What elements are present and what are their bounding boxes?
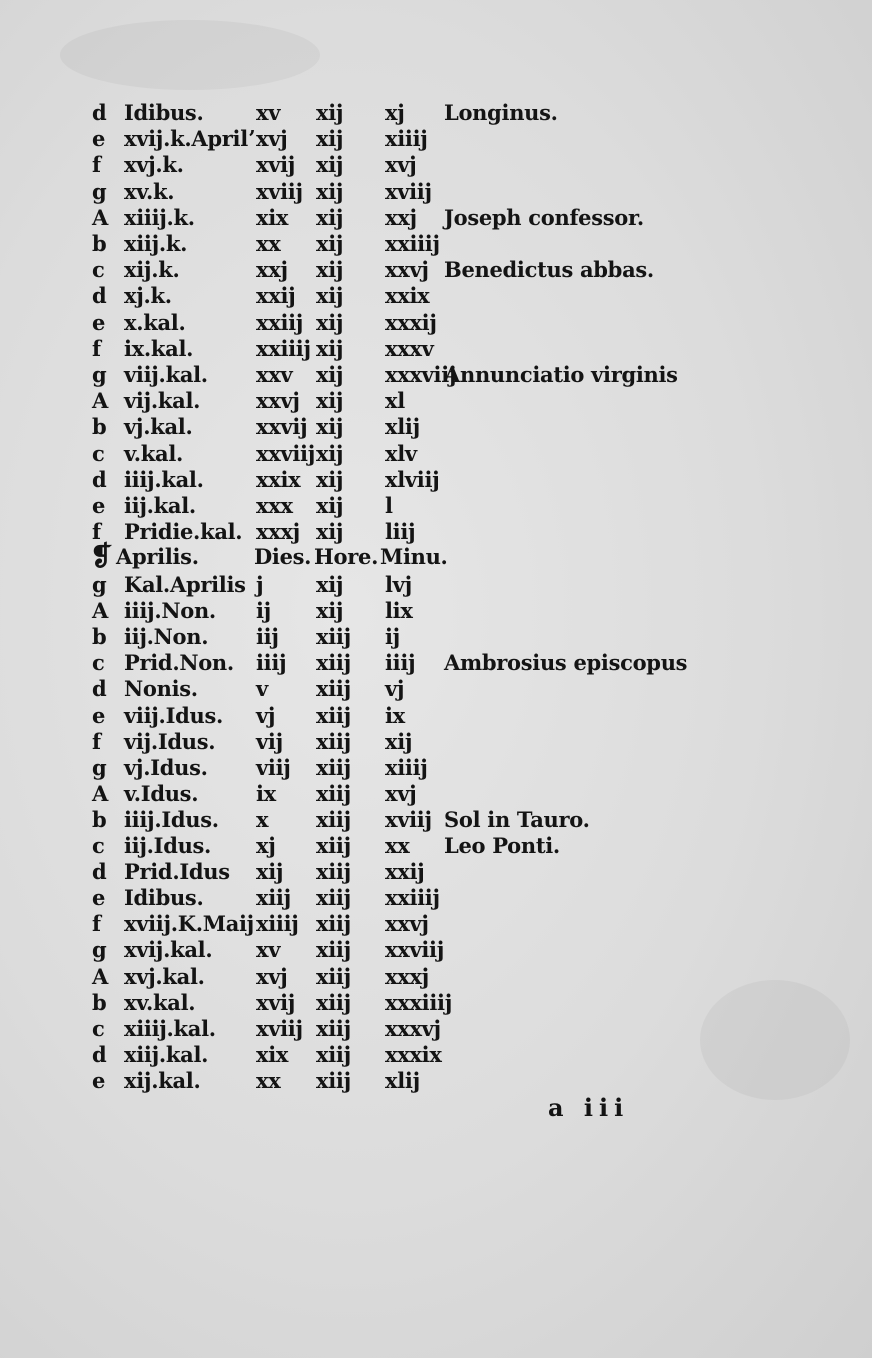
daylight-hours: xij xyxy=(316,519,344,545)
daylight-hours: xiij xyxy=(316,885,351,911)
day-number: xiiij xyxy=(256,911,299,937)
daylight-minutes: xxj xyxy=(385,204,417,230)
daylight-hours: xij xyxy=(316,466,344,492)
roman-date: iij.kal. xyxy=(124,493,196,518)
day-number: xix xyxy=(256,1041,289,1067)
feast-name: Joseph confessor. xyxy=(444,204,644,230)
dominical-letter: b xyxy=(92,414,107,440)
day-number: iiij xyxy=(256,650,287,676)
roman-date: xviij.K.Maij xyxy=(124,911,254,937)
daylight-hours: xiij xyxy=(316,1015,351,1041)
roman-date: iij.Idus. xyxy=(124,833,212,858)
roman-date: viij.kal. xyxy=(124,362,208,387)
day-number: x xyxy=(256,806,269,832)
daylight-minutes: xxxj xyxy=(385,963,429,989)
daylight-hours: xiij xyxy=(316,989,351,1015)
daylight-minutes: xxij xyxy=(385,859,425,885)
dominical-letter: b xyxy=(92,231,107,256)
daylight-hours: xij xyxy=(316,257,344,283)
signature-mark: a iii xyxy=(548,1093,630,1122)
day-number: xix xyxy=(256,204,289,230)
dominical-letter: e xyxy=(92,493,106,518)
daylight-minutes: xviij xyxy=(385,806,432,832)
daylight-minutes: lix xyxy=(385,598,413,624)
day-number: xij xyxy=(256,859,284,885)
dominical-letter: f xyxy=(92,519,101,545)
dominical-letter: d xyxy=(92,283,107,309)
dominical-letter: e xyxy=(92,885,106,911)
daylight-hours: xiij xyxy=(316,859,351,885)
daylight-hours: xij xyxy=(316,598,344,624)
daylight-minutes: xl xyxy=(385,388,405,414)
roman-date: viij.Idus. xyxy=(124,702,223,728)
roman-date: Nonis. xyxy=(124,676,198,702)
dominical-letter: e xyxy=(92,1067,106,1093)
daylight-hours: xiij xyxy=(316,754,351,780)
daylight-hours: xiij xyxy=(316,833,351,858)
roman-date: xvj.k. xyxy=(124,152,184,178)
roman-date: xvij.k.Aprilʼ xyxy=(124,126,255,152)
feast-name: Longinus. xyxy=(444,100,558,125)
dominical-letter: d xyxy=(92,859,107,885)
daylight-minutes: ij xyxy=(385,624,400,650)
roman-date: iiij.kal. xyxy=(124,466,204,492)
paper-stain xyxy=(60,20,320,90)
daylight-hours: xiij xyxy=(316,624,351,650)
daylight-minutes: xx xyxy=(385,833,410,858)
daylight-minutes: xj xyxy=(385,100,405,125)
roman-date: Kal.Aprilis xyxy=(124,572,246,597)
roman-date: Idibus. xyxy=(124,100,204,125)
day-number: xxiij xyxy=(256,309,304,335)
day-number: xxx xyxy=(256,493,293,518)
feast-name: Benedictus abbas. xyxy=(444,257,654,283)
dominical-letter: c xyxy=(92,257,105,283)
day-number: xxvj xyxy=(256,388,300,414)
day-number: vij xyxy=(256,728,283,754)
daylight-minutes: xxiiij xyxy=(385,885,440,911)
day-number: xv xyxy=(256,937,281,963)
day-number: xvij xyxy=(256,989,296,1015)
roman-date: xvij.kal. xyxy=(124,937,213,963)
daylight-minutes: xvj xyxy=(385,780,417,806)
daylight-minutes: xij xyxy=(385,728,413,754)
dominical-letter: g xyxy=(92,572,107,597)
dominical-letter: g xyxy=(92,754,107,780)
roman-date: iiij.Non. xyxy=(124,598,216,624)
daylight-minutes: l xyxy=(385,493,393,518)
roman-date: xiij.k. xyxy=(124,231,188,256)
dominical-letter: d xyxy=(92,466,107,492)
day-number: xxv xyxy=(256,362,293,387)
dominical-letter: g xyxy=(92,178,107,204)
daylight-minutes: xlij xyxy=(385,414,420,440)
day-number: xx xyxy=(256,1067,281,1093)
daylight-minutes: xxiiij xyxy=(385,231,440,256)
day-number: xxj xyxy=(256,257,288,283)
day-number: xxiiij xyxy=(256,335,311,361)
daylight-minutes: xxxviij xyxy=(385,362,457,387)
roman-date: xij.k. xyxy=(124,257,180,283)
roman-date: xiiij.kal. xyxy=(124,1015,216,1041)
dominical-letter: f xyxy=(92,728,101,754)
dominical-letter: c xyxy=(92,440,105,466)
dominical-letter: A xyxy=(92,204,108,230)
daylight-hours: xiij xyxy=(316,806,351,832)
daylight-minutes: xlviij xyxy=(385,466,440,492)
day-number: xxvij xyxy=(256,414,308,440)
daylight-hours: xiij xyxy=(316,963,351,989)
daylight-hours: xij xyxy=(316,204,344,230)
dominical-letter: f xyxy=(92,911,101,937)
daylight-minutes: xlv xyxy=(385,440,417,466)
dominical-letter: d xyxy=(92,100,107,125)
daylight-hours: xij xyxy=(316,414,344,440)
daylight-hours: xiij xyxy=(316,650,351,676)
roman-date: Prid.Non. xyxy=(124,650,234,676)
dominical-letter: A xyxy=(92,963,108,989)
daylight-hours: xij xyxy=(316,362,344,387)
daylight-minutes: ix xyxy=(385,702,405,728)
hour-column-heading: Hore. xyxy=(314,544,379,569)
day-number: xxix xyxy=(256,466,301,492)
dominical-letter: g xyxy=(92,362,107,387)
roman-date: xj.k. xyxy=(124,283,172,309)
day-number: viij xyxy=(256,754,291,780)
roman-date: x.kal. xyxy=(124,309,186,335)
feast-name: Leo Ponti. xyxy=(444,833,560,858)
daylight-hours: xiij xyxy=(316,780,351,806)
dominical-letter: b xyxy=(92,624,107,650)
daylight-hours: xij xyxy=(316,100,344,125)
daylight-minutes: liij xyxy=(385,519,416,545)
pilcrow-mark: ❡ xyxy=(90,541,113,572)
dominical-letter: c xyxy=(92,1015,105,1041)
day-number: xv xyxy=(256,100,281,125)
dominical-letter: c xyxy=(92,650,105,676)
roman-date: xiiij.k. xyxy=(124,204,195,230)
roman-date: xiij.kal. xyxy=(124,1041,209,1067)
daylight-hours: xij xyxy=(316,388,344,414)
daylight-hours: xij xyxy=(316,335,344,361)
day-number: xxxj xyxy=(256,519,300,545)
roman-date: vij.Idus. xyxy=(124,728,216,754)
dominical-letter: b xyxy=(92,989,107,1015)
feast-name: Annunciatio virginis xyxy=(444,362,678,387)
daylight-minutes: xxvj xyxy=(385,911,429,937)
roman-date: vij.kal. xyxy=(124,388,201,414)
daylight-hours: xij xyxy=(316,231,344,256)
day-number: xiij xyxy=(256,885,291,911)
roman-date: Idibus. xyxy=(124,885,204,911)
daylight-minutes: vj xyxy=(385,676,405,702)
feast-name: Sol in Tauro. xyxy=(444,806,590,832)
minute-column-heading: Minu. xyxy=(380,544,448,569)
roman-date: vj.kal. xyxy=(124,414,193,440)
roman-date: xv.k. xyxy=(124,178,175,204)
daylight-minutes: xlij xyxy=(385,1067,420,1093)
daylight-hours: xiij xyxy=(316,1067,351,1093)
daylight-hours: xij xyxy=(316,283,344,309)
dominical-letter: e xyxy=(92,309,106,335)
dominical-letter: d xyxy=(92,1041,107,1067)
daylight-minutes: xiiij xyxy=(385,126,428,152)
dominical-letter: e xyxy=(92,126,106,152)
daylight-hours: xij xyxy=(316,493,344,518)
day-number: xvj xyxy=(256,963,288,989)
day-number: j xyxy=(256,572,264,597)
daylight-minutes: xxvj xyxy=(385,257,429,283)
daylight-minutes: xiiij xyxy=(385,754,428,780)
day-number: xvij xyxy=(256,152,296,178)
dominical-letter: A xyxy=(92,598,108,624)
daylight-minutes: xxix xyxy=(385,283,430,309)
daylight-minutes: xxxiiij xyxy=(385,989,452,1015)
dominical-letter: d xyxy=(92,676,107,702)
roman-date: iij.Non. xyxy=(124,624,209,650)
day-number: ij xyxy=(256,598,271,624)
roman-date: xij.kal. xyxy=(124,1067,201,1093)
dominical-letter: f xyxy=(92,335,101,361)
day-number: xviij xyxy=(256,178,303,204)
daylight-hours: xij xyxy=(316,572,344,597)
daylight-hours: xiij xyxy=(316,676,351,702)
daylight-minutes: xxxix xyxy=(385,1041,442,1067)
dominical-letter: e xyxy=(92,702,106,728)
daylight-hours: xij xyxy=(316,126,344,152)
day-number: v xyxy=(256,676,268,702)
dominical-letter: A xyxy=(92,780,108,806)
roman-date: xvj.kal. xyxy=(124,963,205,989)
roman-date: Prid.Idus xyxy=(124,859,230,885)
daylight-minutes: xvj xyxy=(385,152,417,178)
daylight-minutes: xxxij xyxy=(385,309,437,335)
daylight-hours: xij xyxy=(316,152,344,178)
day-column-heading: Dies. xyxy=(254,544,312,569)
day-number: xx xyxy=(256,231,281,256)
month-heading: Aprilis. xyxy=(116,544,199,569)
daylight-minutes: xxxvj xyxy=(385,1015,441,1041)
day-number: iij xyxy=(256,624,279,650)
daylight-minutes: iiij xyxy=(385,650,416,676)
day-number: vj xyxy=(256,702,276,728)
dominical-letter: A xyxy=(92,388,108,414)
dominical-letter: b xyxy=(92,806,107,832)
dominical-letter: f xyxy=(92,152,101,178)
daylight-minutes: xxxv xyxy=(385,335,434,361)
daylight-minutes: lvj xyxy=(385,572,412,597)
paper-stain xyxy=(700,980,850,1100)
daylight-minutes: xxviij xyxy=(385,937,444,963)
roman-date: ix.kal. xyxy=(124,335,194,361)
daylight-hours: xiij xyxy=(316,911,351,937)
daylight-hours: xij xyxy=(316,309,344,335)
roman-date: v.Idus. xyxy=(124,780,199,806)
day-number: xvj xyxy=(256,126,288,152)
feast-name: Ambrosius episcopus xyxy=(444,650,688,676)
daylight-hours: xiij xyxy=(316,1041,351,1067)
daylight-hours: xiij xyxy=(316,937,351,963)
roman-date: iiij.Idus. xyxy=(124,806,219,832)
day-number: xviij xyxy=(256,1015,303,1041)
day-number: ix xyxy=(256,780,276,806)
roman-date: Pridie.kal. xyxy=(124,519,243,545)
daylight-hours: xij xyxy=(316,178,344,204)
dominical-letter: g xyxy=(92,937,107,963)
daylight-minutes: xviij xyxy=(385,178,432,204)
day-number: xxij xyxy=(256,283,296,309)
roman-date: vj.Idus. xyxy=(124,754,208,780)
day-number: xj xyxy=(256,833,276,858)
day-number: xxviij xyxy=(256,440,315,466)
daylight-hours: xij xyxy=(316,440,344,466)
daylight-hours: xiij xyxy=(316,702,351,728)
daylight-hours: xiij xyxy=(316,728,351,754)
roman-date: v.kal. xyxy=(124,440,184,466)
roman-date: xv.kal. xyxy=(124,989,196,1015)
dominical-letter: c xyxy=(92,833,105,858)
